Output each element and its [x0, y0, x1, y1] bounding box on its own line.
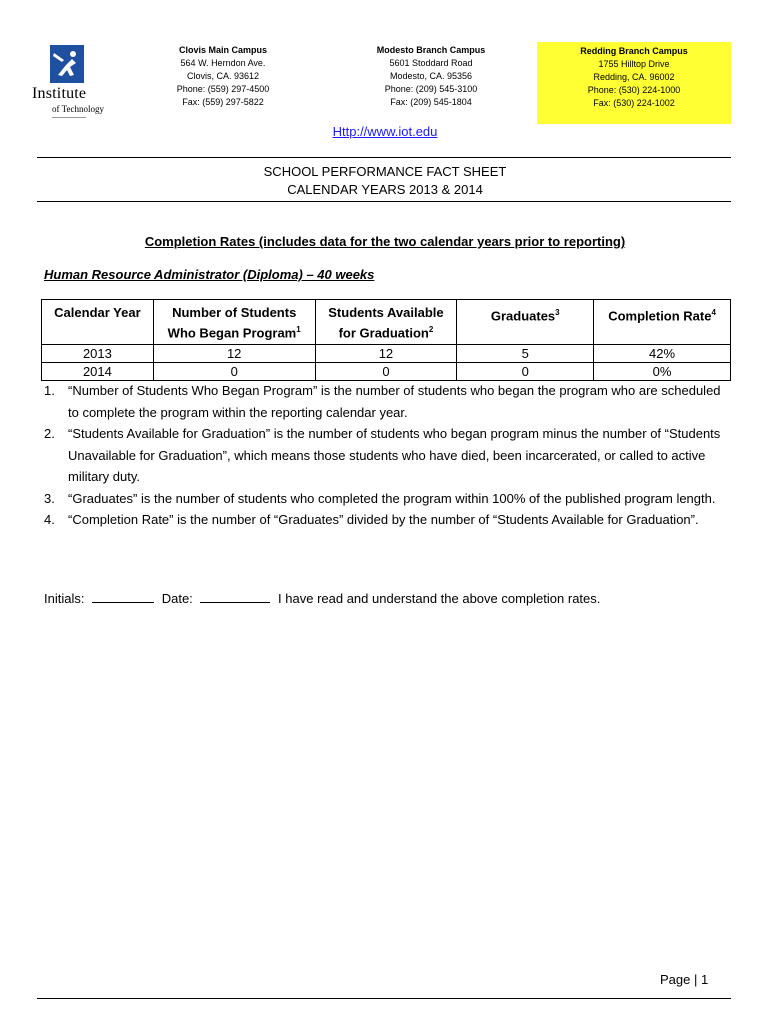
- table-row: [42, 363, 731, 381]
- campus-modesto: [351, 44, 511, 109]
- campus-clovis: [143, 44, 303, 109]
- cell-year: 2013: [42, 345, 154, 363]
- campus-name: Redding Branch Campus: [580, 46, 688, 56]
- campus-address: 5601 Stoddard Road: [389, 58, 473, 68]
- institute-logo: [30, 45, 112, 120]
- website-link[interactable]: Http://www.iot.edu: [332, 124, 438, 139]
- footnotes-list: [44, 380, 734, 531]
- campus-fax: Fax: (530) 224-1002: [593, 98, 675, 108]
- acknowledgment-statement: I have read and understand the above completion rates.: [278, 591, 601, 606]
- title-block: [0, 163, 770, 199]
- campus-address: 564 W. Herndon Ave.: [180, 58, 266, 68]
- campus-city: Modesto, CA. 95356: [389, 71, 473, 81]
- campus-address: 1755 Hilltop Drive: [598, 59, 670, 69]
- title-bottom-rule: [37, 201, 731, 202]
- cell-graduates: 0: [457, 363, 594, 381]
- table-row: [42, 345, 731, 363]
- cell-available: 0: [315, 363, 457, 381]
- header-calendar-year: Calendar Year: [42, 300, 154, 345]
- cell-graduates: 5: [457, 345, 594, 363]
- section-heading: Completion Rates (includes data for the two calendar years prior to reporting): [144, 234, 626, 249]
- program-heading: Human Resource Administrator (Diploma) – 40 weeks: [44, 267, 375, 282]
- logo-emblem-icon: [50, 45, 84, 83]
- campus-fax: Fax: (559) 297-5822: [182, 97, 264, 107]
- header-students-began: Number of Students Who Began Program$^1$: [153, 300, 315, 345]
- cell-began: 12: [153, 345, 315, 363]
- campus-redding: [537, 42, 731, 124]
- header-students-available: Students Available for Graduation$^2$: [315, 300, 457, 345]
- header-graduates: Graduates$^3$: [457, 300, 594, 345]
- logo-rule: [52, 117, 86, 118]
- page-subtitle: CALENDAR YEARS 2013 & 2014: [287, 182, 483, 197]
- page-title: SCHOOL PERFORMANCE FACT SHEET: [263, 164, 507, 179]
- campus-name: Clovis Main Campus: [178, 45, 268, 55]
- header-completion-rate: Completion Rate$^4$: [594, 300, 731, 345]
- logo-word: Institute: [32, 85, 87, 102]
- table-header-row: [42, 300, 731, 345]
- cell-available: 12: [315, 345, 457, 363]
- cell-year: 2014: [42, 363, 154, 381]
- initials-field[interactable]: [92, 590, 154, 603]
- campus-city: Clovis, CA. 93612: [186, 71, 260, 81]
- page-number: Page | 1: [660, 972, 709, 987]
- campus-phone: Phone: (559) 297-4500: [176, 84, 270, 94]
- footnote-item: 1. “Number of Students Who Began Program” is the number of students who began the program who are scheduled to complete the program within the reporting calendar year.: [44, 383, 721, 420]
- cell-rate: 42%: [594, 345, 731, 363]
- title-top-rule: [37, 157, 731, 158]
- footer-rule: [37, 998, 731, 999]
- date-field[interactable]: [200, 590, 270, 603]
- footnote-item: 3. “Graduates” is the number of students who completed the program within 100% of the published program length.: [44, 490, 716, 506]
- campus-fax: Fax: (209) 545-1804: [390, 97, 472, 107]
- logo-sub: of Technology: [52, 104, 104, 114]
- initials-label: Initials:: [44, 591, 85, 606]
- footnote-item: 2. “Students Available for Graduation” is the number of students who began program minus the number of “Students Unavailable for Graduation”, which means those students who have died, been incarcerated, or called to active military duty.: [44, 426, 721, 484]
- campus-name: Modesto Branch Campus: [376, 45, 486, 55]
- footnote-item: 4. “Completion Rate” is the number of “Graduates” divided by the number of “Students Available for Graduation”.: [44, 512, 699, 527]
- cell-rate: 0%: [594, 363, 731, 381]
- cell-began: 0: [153, 363, 315, 381]
- campus-city: Redding, CA. 96002: [593, 72, 675, 82]
- campus-phone: Phone: (209) 545-3100: [384, 84, 478, 94]
- campus-phone: Phone: (530) 224-1000: [587, 85, 681, 95]
- acknowledgment-line: [44, 590, 600, 606]
- completion-rates-table: [41, 299, 731, 381]
- date-label: Date:: [161, 591, 193, 606]
